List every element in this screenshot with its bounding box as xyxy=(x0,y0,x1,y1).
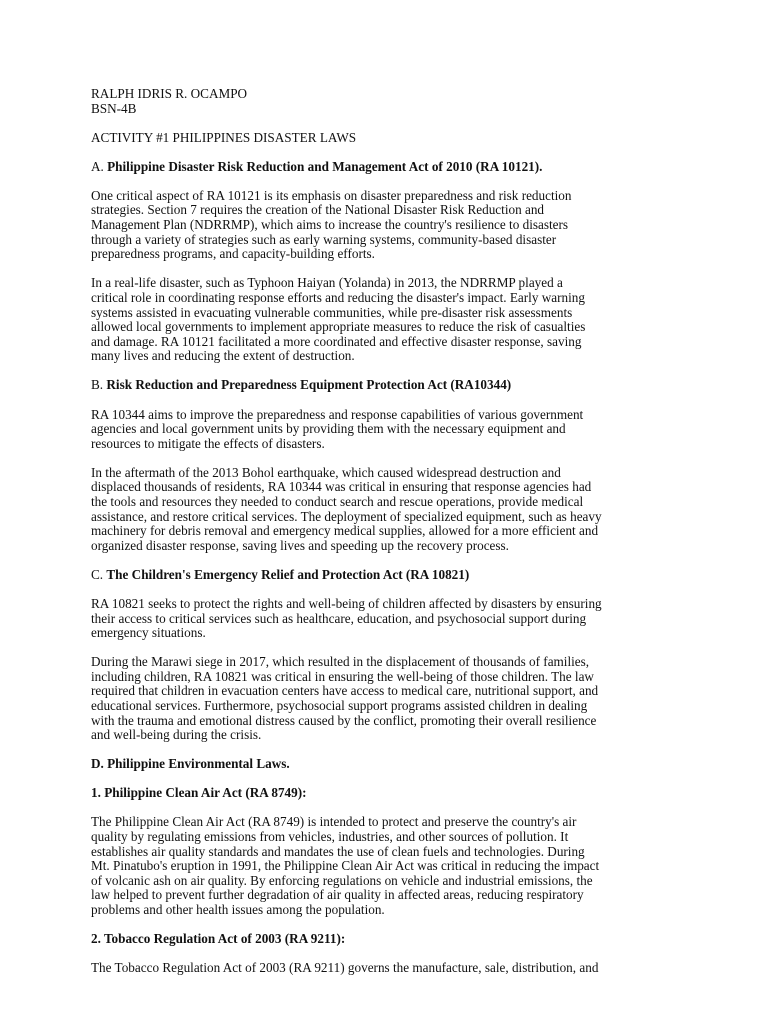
text-line: required that children in evacuation centers have access to medical care, nutritional support, and xyxy=(91,683,599,699)
section-c-paragraph-2 xyxy=(91,655,691,743)
section-b-paragraph-1 xyxy=(91,408,691,452)
text-line: preparedness programs, and capacity-building efforts. xyxy=(91,246,375,262)
section-b-label: B. xyxy=(91,377,107,393)
text-line: agencies and local government units by providing them with the necessary equipment and xyxy=(91,421,566,437)
section-a-heading xyxy=(91,160,691,175)
text-line: One critical aspect of RA 10121 is its emphasis on disaster preparedness and risk reduction xyxy=(91,187,572,203)
text-line: their access to critical services such as healthcare, education, and psychosocial support during xyxy=(91,610,587,626)
text-line: resources to mitigate the effects of disasters. xyxy=(91,435,325,451)
document-body xyxy=(91,87,691,976)
text-line: and damage. RA 10121 facilitated a more coordinated and effective disaster response, saving xyxy=(91,333,582,349)
text-line: During the Marawi siege in 2017, which resulted in the displacement of thousands of families, xyxy=(91,654,590,670)
class-section: BSN-4B xyxy=(91,100,137,116)
text-line: In a real-life disaster, such as Typhoon Haiyan (Yolanda) in 2013, the NDRRMP played a xyxy=(91,275,563,291)
text-line: RA 10344 aims to improve the preparedness and response capabilities of various government xyxy=(91,406,584,422)
text-line: establishes air quality standards and mandates the use of clean fuels and technologies. During xyxy=(91,843,585,859)
section-c-title: The Children's Emergency Relief and Protection Act (RA 10821) xyxy=(106,566,470,582)
text-line: and well-being during the crisis. xyxy=(91,727,262,743)
text-line: Mt. Pinatubo's eruption in 1991, the Philippine Clean Air Act was critical in reducing the impact xyxy=(91,858,600,874)
text-line: many lives and reducing the extent of destruction. xyxy=(91,348,355,364)
text-line: displaced thousands of residents, RA 10344 was critical in ensuring that response agencies had xyxy=(91,479,592,495)
text-line: systems assisted in evacuating vulnerable communities, while pre-disaster risk assessments xyxy=(91,304,573,320)
text-line: problems and other health issues among the population. xyxy=(91,902,385,918)
section-a-title: Philippine Disaster Risk Reduction and Management Act of 2010 (RA 10121). xyxy=(107,158,543,174)
text-line: strategies. Section 7 requires the creation of the National Disaster Risk Reduction and xyxy=(91,202,545,218)
text-line: Management Plan (NDRRMP), which aims to increase the country's resilience to disasters xyxy=(91,217,569,233)
text-line: The Philippine Clean Air Act (RA 8749) is intended to protect and preserve the country's air xyxy=(91,814,577,830)
section-b-paragraph-2 xyxy=(91,466,691,554)
author-name: RALPH IDRIS R. OCAMPO xyxy=(91,86,248,101)
text-line: quality by regulating emissions from vehicles, industries, and other sources of pollution. It xyxy=(91,829,569,845)
subsection-tobacco-heading: 2. Tobacco Regulation Act of 2003 (RA 9211): xyxy=(91,931,346,947)
text-line: critical role in coordinating response efforts and reducing the disaster's impact. Early warning xyxy=(91,289,585,305)
text-line: educational services. Furthermore, psychosocial support programs assisted children in dealing xyxy=(91,698,588,713)
text-line: In the aftermath of the 2013 Bohol earthquake, which caused widespread destruction and xyxy=(91,464,561,480)
text-line: machinery for debris removal and emergency medical supplies, allowed for a more efficient and xyxy=(91,523,599,539)
section-a-paragraph-1 xyxy=(91,189,691,262)
text-line: allowed local governments to implement appropriate measures to reduce the risk of casualties xyxy=(91,319,586,335)
section-b-heading xyxy=(91,378,691,393)
text-line: through a variety of strategies such as early warning systems, community-based disaster xyxy=(91,231,557,247)
text-line: including children, RA 10821 was critical in ensuring the well-being of those children. The law xyxy=(91,668,594,684)
text-line: The Tobacco Regulation Act of 2003 (RA 9211) governs the manufacture, sale, distribution, and xyxy=(91,960,599,976)
section-a-label: A. xyxy=(91,158,108,174)
text-line: assistance, and restore critical services. The deployment of specialized equipment, such as heavy xyxy=(91,508,602,524)
text-line: emergency situations. xyxy=(91,625,206,641)
section-a-paragraph-2 xyxy=(91,276,691,364)
section-c-paragraph-1 xyxy=(91,597,691,641)
text-line: organized disaster response, saving lives and speeding up the recovery process. xyxy=(91,537,509,553)
text-line: with the trauma and emotional distress caused by the conflict, promoting their overall resilience xyxy=(91,712,597,728)
section-c-label: C. xyxy=(91,566,107,582)
subsection-clean-air-heading: 1. Philippine Clean Air Act (RA 8749): xyxy=(91,785,307,801)
text-line: of volcanic ash on air quality. By enforcing regulations on vehicle and industrial emissions, the xyxy=(91,872,593,888)
section-c-heading xyxy=(91,568,691,583)
section-b-title: Risk Reduction and Preparedness Equipment Protection Act (RA10344) xyxy=(106,377,512,393)
section-d-heading: D. Philippine Environmental Laws. xyxy=(91,756,290,772)
text-line: law helped to prevent further degradation of air quality in affected areas, reducing respiratory xyxy=(91,887,584,903)
text-line: RA 10821 seeks to protect the rights and well-being of children affected by disasters by ensuring xyxy=(91,595,602,611)
subsection-clean-air-paragraph xyxy=(91,815,691,917)
activity-title: ACTIVITY #1 PHILIPPINES DISASTER LAWS xyxy=(91,129,357,145)
text-line: the tools and resources they needed to conduct search and rescue operations, provide medical xyxy=(91,493,584,509)
subsection-tobacco-paragraph xyxy=(91,961,691,976)
